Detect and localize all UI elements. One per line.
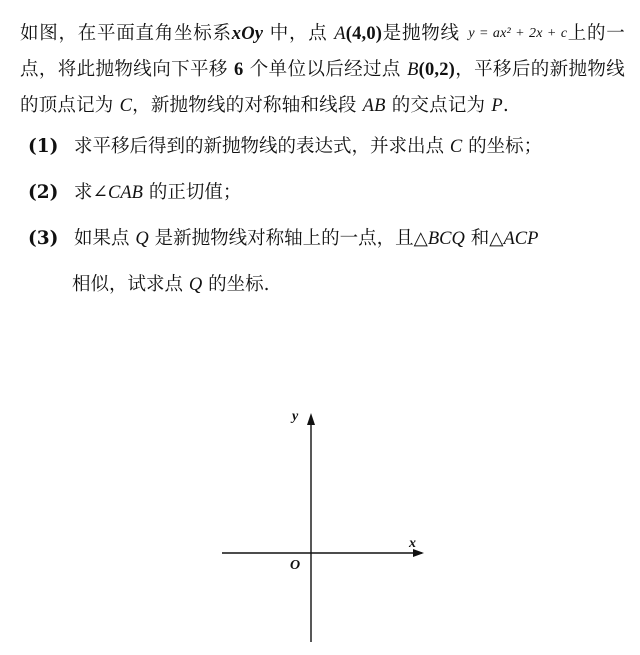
point-p-label: P (491, 96, 503, 116)
problem-intro (20, 16, 625, 124)
text-segment: 中，点 (263, 23, 335, 44)
text-segment: 是抛物线 (382, 23, 467, 44)
text-segment: ，平移后的新抛物线的顶点记为 (20, 59, 625, 116)
coordinate-graph (210, 402, 430, 648)
question-2 (20, 170, 625, 216)
text-segment: 求平移后得到的新抛物线的表达式，并求出点 (74, 136, 450, 157)
point-a-label: A (334, 24, 346, 44)
text-segment: . (502, 95, 509, 116)
math-variable: Q (135, 229, 149, 249)
y-axis-arrow-icon (307, 413, 315, 425)
text-segment: 如图，在平面直角坐标系 (20, 23, 232, 44)
text-segment: 和△ (464, 228, 504, 249)
x-axis-label: x (409, 536, 416, 551)
text-segment: 的交点记为 (385, 95, 492, 116)
text-segment: 相似，试求点 (72, 274, 189, 295)
question-number: (3) (28, 228, 59, 249)
question-3-continuation (72, 262, 625, 308)
text-segment: 上的一点，将此抛物线向下平移 (20, 23, 625, 80)
text-segment: 求∠ (74, 182, 109, 203)
point-b-coordinates: (0,2) (418, 60, 456, 80)
point-c-label: C (119, 96, 133, 116)
text-segment: 的坐标. (202, 274, 270, 295)
text-segment: 是新抛物线对称轴上的一点，且△ (148, 228, 428, 249)
shift-amount: 6 (234, 60, 244, 80)
text-segment: 的正切值； (142, 182, 242, 203)
question-3 (20, 216, 625, 262)
text-segment: 如果点 (74, 228, 136, 249)
coordinate-system-label: xOy (231, 24, 264, 44)
text-segment: 的坐标； (462, 136, 543, 157)
question-number: (1) (28, 136, 59, 157)
point-b-label: B (407, 60, 419, 80)
parabola-formula: y = ax² + 2x + c (468, 26, 568, 41)
problem-statement (20, 16, 625, 308)
segment-ab-label: AB (362, 96, 386, 116)
math-variable: C (449, 137, 463, 157)
math-variable: Q (188, 275, 203, 295)
math-variable: BCQ (427, 229, 465, 249)
question-1 (20, 124, 625, 170)
origin-label: O (290, 558, 301, 573)
text-segment: ，新抛物线的对称轴和线段 (132, 95, 363, 116)
axes-svg (210, 402, 430, 648)
math-variable: ACP (503, 229, 539, 249)
math-variable: CAB (108, 183, 143, 203)
point-a-coordinates: (4,0) (345, 24, 383, 44)
y-axis-label: y (292, 409, 299, 424)
text-segment: 个单位以后经过点 (243, 59, 408, 80)
question-number: (2) (28, 182, 59, 203)
